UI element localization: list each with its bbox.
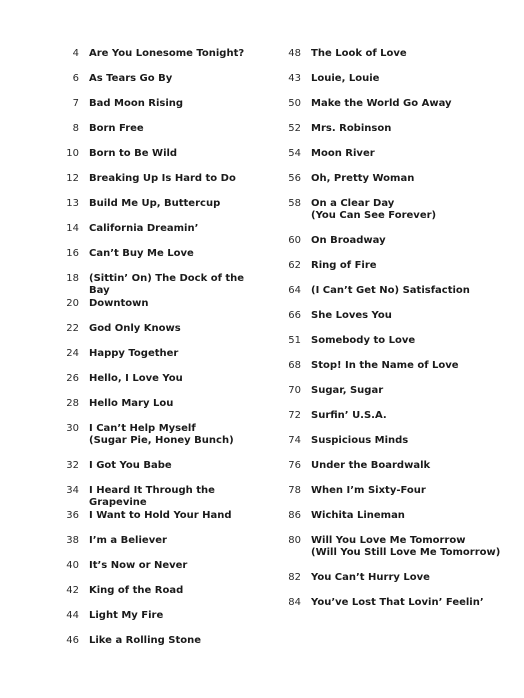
contents-entry <box>56 98 264 123</box>
page-number: 46 <box>66 635 79 646</box>
song-title: I’m a Believer <box>89 535 167 546</box>
contents-entry <box>56 510 264 535</box>
song-title: Light My Fire <box>89 610 164 621</box>
page-number: 86 <box>288 510 301 521</box>
song-title: When I’m Sixty-Four <box>311 485 426 496</box>
contents-entry <box>278 435 514 460</box>
song-title: Happy Together <box>89 348 179 359</box>
page-number: 6 <box>72 73 79 84</box>
page-number: 40 <box>66 560 79 571</box>
page-number: 20 <box>66 298 79 309</box>
page-number: 4 <box>72 48 79 59</box>
song-title: Stop! In the Name of Love <box>311 360 459 371</box>
song-title: As Tears Go By <box>89 73 173 84</box>
page-number: 22 <box>66 323 79 334</box>
contents-entry <box>56 610 264 635</box>
song-title: It’s Now or Never <box>89 560 188 571</box>
song-title: Wichita Lineman <box>311 510 405 521</box>
contents-entry <box>278 385 514 410</box>
page-number: 14 <box>66 223 79 234</box>
page-number: 32 <box>66 460 79 471</box>
page-number: 60 <box>288 235 301 246</box>
contents-entry <box>278 360 514 385</box>
page-number: 8 <box>72 123 79 134</box>
contents-entry <box>278 572 514 597</box>
song-title: Are You Lonesome Tonight? <box>89 48 245 59</box>
page-number: 28 <box>66 398 79 409</box>
page-number: 12 <box>66 173 79 184</box>
song-title: You Can’t Hurry Love <box>311 572 430 583</box>
page-number: 36 <box>66 510 79 521</box>
contents-entry <box>278 485 514 510</box>
song-title: Mrs. Robinson <box>311 123 392 134</box>
page-number: 7 <box>72 98 79 109</box>
contents-entry <box>56 223 264 248</box>
page-number: 10 <box>66 148 79 159</box>
contents-entry <box>278 285 514 310</box>
contents-entry <box>56 398 264 423</box>
song-title: Born to Be Wild <box>89 148 178 159</box>
contents-entry <box>278 335 514 360</box>
song-title: I Want to Hold Your Hand <box>89 510 232 521</box>
song-title: Bad Moon Rising <box>89 98 184 109</box>
song-title: King of the Road <box>89 585 184 596</box>
contents-column-right <box>278 48 514 660</box>
page-number: 34 <box>66 485 79 496</box>
song-title: Will You Love Me Tomorrow (Will You Still Love Me Tomorrow) <box>311 535 501 558</box>
song-title: Moon River <box>311 148 375 159</box>
song-title: Somebody to Love <box>311 335 416 346</box>
page-number: 84 <box>288 597 301 608</box>
contents-entry <box>278 198 514 235</box>
contents-entry <box>278 235 514 260</box>
contents-entry <box>278 98 514 123</box>
table-of-contents <box>0 48 524 660</box>
contents-entry <box>278 410 514 435</box>
page-number: 56 <box>288 173 301 184</box>
contents-entry <box>56 323 264 348</box>
song-title: Breaking Up Is Hard to Do <box>89 173 236 184</box>
contents-entry <box>56 535 264 560</box>
song-title: On Broadway <box>311 235 386 246</box>
song-title: Like a Rolling Stone <box>89 635 202 646</box>
page-number: 13 <box>66 198 79 209</box>
contents-entry <box>56 585 264 610</box>
contents-entry <box>278 535 514 572</box>
song-title: I Can’t Help Myself (Sugar Pie, Honey Bunch) <box>89 423 234 446</box>
page-number: 82 <box>288 572 301 583</box>
contents-entry <box>56 273 264 298</box>
page-number: 74 <box>288 435 301 446</box>
song-title: Sugar, Sugar <box>311 385 384 396</box>
page-number: 42 <box>66 585 79 596</box>
song-title: Hello Mary Lou <box>89 398 174 409</box>
song-title: Oh, Pretty Woman <box>311 173 415 184</box>
page-number: 48 <box>288 48 301 59</box>
page-number: 68 <box>288 360 301 371</box>
song-title: The Look of Love <box>311 48 407 59</box>
contents-entry <box>278 148 514 173</box>
contents-entry <box>56 248 264 273</box>
page-number: 51 <box>288 335 301 346</box>
contents-entry <box>56 348 264 373</box>
contents-entry <box>278 260 514 285</box>
page-number: 52 <box>288 123 301 134</box>
song-title: Ring of Fire <box>311 260 377 271</box>
song-title: Downtown <box>89 298 149 309</box>
contents-entry <box>56 485 264 510</box>
contents-entry <box>56 373 264 398</box>
song-title: Make the World Go Away <box>311 98 452 109</box>
page-number: 70 <box>288 385 301 396</box>
contents-entry <box>56 460 264 485</box>
song-title: Under the Boardwalk <box>311 460 431 471</box>
contents-entry <box>56 48 264 73</box>
contents-entry <box>278 123 514 148</box>
contents-entry <box>278 460 514 485</box>
song-title: I Got You Babe <box>89 460 172 471</box>
page-number: 24 <box>66 348 79 359</box>
song-title: Build Me Up, Buttercup <box>89 198 221 209</box>
song-title: You’ve Lost That Lovin’ Feelin’ <box>311 597 484 608</box>
contents-entry <box>56 635 264 660</box>
contents-entry <box>56 73 264 98</box>
page-number: 54 <box>288 148 301 159</box>
page-number: 64 <box>288 285 301 296</box>
song-title: California Dreamin’ <box>89 223 199 234</box>
page-number: 30 <box>66 423 79 434</box>
page-number: 38 <box>66 535 79 546</box>
song-title: She Loves You <box>311 310 392 321</box>
page-number: 50 <box>288 98 301 109</box>
song-title: Can’t Buy Me Love <box>89 248 194 259</box>
song-title: Surfin’ U.S.A. <box>311 410 387 421</box>
contents-entry <box>278 597 514 622</box>
song-title: I Heard It Through the Grapevine <box>89 485 215 508</box>
page-number: 26 <box>66 373 79 384</box>
page-number: 44 <box>66 610 79 621</box>
contents-entry <box>56 198 264 223</box>
song-title: Suspicious Minds <box>311 435 409 446</box>
contents-entry <box>278 73 514 98</box>
page-number: 16 <box>66 248 79 259</box>
contents-column-left <box>56 48 264 660</box>
song-title: Louie, Louie <box>311 73 380 84</box>
page-number: 18 <box>66 273 79 284</box>
song-title: (Sittin’ On) The Dock of the Bay <box>89 273 245 296</box>
page-number: 76 <box>288 460 301 471</box>
contents-entry <box>56 173 264 198</box>
contents-entry <box>56 560 264 585</box>
song-title: Born Free <box>89 123 144 134</box>
contents-entry <box>278 48 514 73</box>
page-number: 62 <box>288 260 301 271</box>
contents-entry <box>278 173 514 198</box>
song-title: Hello, I Love You <box>89 373 183 384</box>
page-number: 66 <box>288 310 301 321</box>
song-title: On a Clear Day (You Can See Forever) <box>311 198 437 221</box>
contents-entry <box>56 423 264 460</box>
contents-entry <box>278 310 514 335</box>
page-number: 72 <box>288 410 301 421</box>
contents-entry <box>56 148 264 173</box>
page-number: 78 <box>288 485 301 496</box>
page-number: 80 <box>288 535 301 546</box>
song-title: God Only Knows <box>89 323 181 334</box>
page-number: 43 <box>288 73 301 84</box>
contents-entry <box>56 298 264 323</box>
page-number: 58 <box>288 198 301 209</box>
contents-entry <box>56 123 264 148</box>
contents-entry <box>278 510 514 535</box>
song-title: (I Can’t Get No) Satisfaction <box>311 285 470 296</box>
